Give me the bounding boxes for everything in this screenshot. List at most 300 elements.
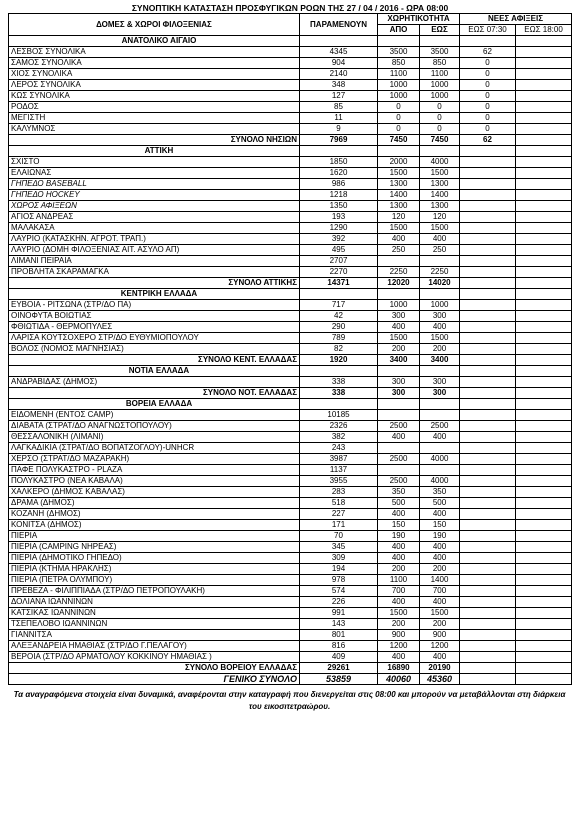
capacity-from-cell: 190 — [378, 531, 420, 542]
capacity-to-cell: 1000 — [420, 300, 460, 311]
arrivals-1800-cell — [516, 410, 572, 421]
capacity-to-cell: 1400 — [420, 190, 460, 201]
capacity-from-cell: 400 — [378, 432, 420, 443]
facility-row — [9, 333, 572, 344]
arrivals-0730-cell — [460, 553, 516, 564]
remaining-cell: 194 — [300, 564, 378, 575]
capacity-from-cell: 1100 — [378, 69, 420, 80]
capacity-to-cell: 400 — [420, 652, 460, 663]
arrivals-1800-cell — [516, 630, 572, 641]
arrivals-1800-cell — [516, 421, 572, 432]
region-empty-cell — [420, 146, 460, 157]
facility-name-cell: ΡΟΔΟΣ — [9, 102, 300, 113]
facility-name-cell: ΑΛΕΞΑΝΔΡΕΙΑ ΗΜΑΘΙΑΣ (ΣΤΡ/ΔΟ Γ.ΠΕΛΑΓΟΥ) — [9, 641, 300, 652]
capacity-to-cell: 700 — [420, 586, 460, 597]
facility-row — [9, 652, 572, 663]
arrivals-0730-cell — [460, 256, 516, 267]
region-empty-cell — [516, 36, 572, 47]
facility-row — [9, 641, 572, 652]
remaining-cell: 392 — [300, 234, 378, 245]
capacity-to-cell: 400 — [420, 322, 460, 333]
arrivals-0730-cell: 0 — [460, 124, 516, 135]
arrivals-0730-cell — [460, 575, 516, 586]
remaining-cell: 193 — [300, 212, 378, 223]
region-empty-cell — [300, 146, 378, 157]
facility-name-cell: ΛΑΥΡΙΟ (ΔΟΜΗ ΦΙΛΟΞΕΝΙΑΣ ΑΙΤ. ΑΣΥΛΟ ΑΠ) — [9, 245, 300, 256]
remaining-cell: 309 — [300, 553, 378, 564]
total-arrivals-1800-cell — [516, 278, 572, 289]
facility-name-cell: ΠΡΕΒΕΖΑ - ΦΙΛΙΠΠΙΑΔΑ (ΣΤΡ/ΔΟ ΠΕΤΡΟΠΟΥΛΑΚΗ) — [9, 586, 300, 597]
grand-total-capacity-to-cell: 45360 — [420, 674, 460, 685]
remaining-cell: 2270 — [300, 267, 378, 278]
remaining-cell: 1620 — [300, 168, 378, 179]
capacity-from-cell: 0 — [378, 113, 420, 124]
capacity-to-cell: 3500 — [420, 47, 460, 58]
capacity-from-cell: 150 — [378, 520, 420, 531]
region-name: ΝΟΤΙΑ ΕΛΛΑΔΑ — [128, 366, 190, 375]
capacity-from-cell: 2500 — [378, 476, 420, 487]
capacity-to-cell: 2500 — [420, 421, 460, 432]
capacity-to-cell: 300 — [420, 311, 460, 322]
facility-row — [9, 190, 572, 201]
region-empty-cell — [460, 399, 516, 410]
remaining-cell: 574 — [300, 586, 378, 597]
capacity-from-cell: 1500 — [378, 333, 420, 344]
arrivals-0730-cell — [460, 300, 516, 311]
region-empty-cell — [420, 289, 460, 300]
capacity-to-cell: 0 — [420, 102, 460, 113]
facility-name-cell: ΠΙΕΡΙΑ — [9, 531, 300, 542]
region-empty-cell — [300, 289, 378, 300]
remaining-cell: 2707 — [300, 256, 378, 267]
region-empty-cell — [460, 146, 516, 157]
grand-total-row — [9, 674, 572, 685]
region-header-row — [9, 146, 572, 157]
facility-row — [9, 256, 572, 267]
region-empty-cell — [420, 36, 460, 47]
capacity-to-cell: 4000 — [420, 454, 460, 465]
remaining-cell: 816 — [300, 641, 378, 652]
remaining-cell: 226 — [300, 597, 378, 608]
arrivals-1800-cell — [516, 608, 572, 619]
capacity-to-cell: 1500 — [420, 333, 460, 344]
arrivals-1800-cell — [516, 333, 572, 344]
facility-row — [9, 454, 572, 465]
facility-row — [9, 157, 572, 168]
arrivals-0730-cell — [460, 454, 516, 465]
capacity-from-cell: 1000 — [378, 80, 420, 91]
facility-name-cell: ΕΥΒΟΙΑ - ΡΙΤΣΩΝΑ (ΣΤΡ/ΔΟ ΠΑ) — [9, 300, 300, 311]
remaining-cell: 495 — [300, 245, 378, 256]
remaining-cell: 717 — [300, 300, 378, 311]
capacity-from-cell: 1100 — [378, 575, 420, 586]
region-total-label: ΣΥΝΟΛΟ ΑΤΤΙΚΗΣ — [9, 278, 300, 289]
facility-row — [9, 619, 572, 630]
region-header-row — [9, 289, 572, 300]
capacity-to-cell: 400 — [420, 509, 460, 520]
capacity-to-cell — [420, 465, 460, 476]
total-arrivals-0730-cell — [460, 388, 516, 399]
facility-name-cell: ΠΟΛΥΚΑΣΤΡΟ (ΝΕΑ ΚΑΒΑΛΑ) — [9, 476, 300, 487]
arrivals-0730-cell — [460, 157, 516, 168]
title-row — [9, 2, 572, 14]
capacity-to-cell: 2250 — [420, 267, 460, 278]
arrivals-0730-cell — [460, 487, 516, 498]
arrivals-1800-cell — [516, 102, 572, 113]
capacity-from-cell — [378, 443, 420, 454]
arrivals-1800-cell — [516, 58, 572, 69]
remaining-cell: 345 — [300, 542, 378, 553]
remaining-cell: 978 — [300, 575, 378, 586]
facility-row — [9, 597, 572, 608]
capacity-from-cell: 300 — [378, 377, 420, 388]
facility-row — [9, 344, 572, 355]
arrivals-0730-cell — [460, 377, 516, 388]
structures-header: ΔΟΜΕΣ & ΧΩΡΟΙ ΦΙΛΟΞΕΝΙΑΣ — [9, 14, 300, 36]
arrivals-1800-cell — [516, 201, 572, 212]
remaining-cell: 1218 — [300, 190, 378, 201]
arrivals-0730-cell — [460, 531, 516, 542]
remaining-cell: 409 — [300, 652, 378, 663]
arrivals-0730-cell — [460, 641, 516, 652]
facility-name-cell: ΠΙΕΡΙΑ (ΠΕΤΡΑ ΟΛΥΜΠΟΥ) — [9, 575, 300, 586]
capacity-to-cell: 0 — [420, 124, 460, 135]
region-empty-cell — [300, 399, 378, 410]
total-arrivals-0730-cell — [460, 355, 516, 366]
arrivals-1800-cell — [516, 179, 572, 190]
capacity-from-cell: 250 — [378, 245, 420, 256]
arrivals-1800-cell — [516, 575, 572, 586]
facility-name-cell: ΠΡΟΒΛΗΤΑ ΣΚΑΡΑΜΑΓΚΑ — [9, 267, 300, 278]
facility-row — [9, 201, 572, 212]
facility-row — [9, 80, 572, 91]
capacity-from-cell: 1000 — [378, 300, 420, 311]
region-name: ΒΟΡΕΙΑ ΕΛΛΑΔΑ — [125, 399, 193, 408]
arrivals-1800-cell — [516, 322, 572, 333]
facility-row — [9, 465, 572, 476]
capacity-from-cell — [378, 465, 420, 476]
capacity-from-cell: 2500 — [378, 421, 420, 432]
capacity-to-cell: 1500 — [420, 608, 460, 619]
remaining-cell: 171 — [300, 520, 378, 531]
arrivals-0730-cell — [460, 542, 516, 553]
arrivals-1800-cell — [516, 564, 572, 575]
capacity-from-cell: 400 — [378, 652, 420, 663]
arrivals-0730-cell: 0 — [460, 91, 516, 102]
capacity-to-cell: 900 — [420, 630, 460, 641]
arrivals-1800-cell — [516, 157, 572, 168]
capacity-to-cell: 1300 — [420, 179, 460, 190]
facility-name-cell: ΔΟΛΙΑΝΑ ΙΩΑΝΝΙΝΩΝ — [9, 597, 300, 608]
facility-row — [9, 553, 572, 564]
capacity-to-cell: 1500 — [420, 168, 460, 179]
capacity-from-cell: 400 — [378, 509, 420, 520]
region-header-row — [9, 399, 572, 410]
capacity-from-cell: 1300 — [378, 201, 420, 212]
facility-name-cell: ΓΗΠΕΔΟ HOCKEY — [9, 190, 300, 201]
facility-name-cell: ΒΟΛΟΣ (ΝΟΜΟΣ ΜΑΓΝΗΣΙΑΣ) — [9, 344, 300, 355]
arrivals-1800-cell — [516, 113, 572, 124]
facility-row — [9, 245, 572, 256]
remaining-header: ΠΑΡΑΜΕΝΟΥΝ — [300, 14, 378, 36]
remaining-cell: 283 — [300, 487, 378, 498]
arrivals-1800-cell — [516, 256, 572, 267]
facility-name-cell: ΜΕΓΙΣΤΗ — [9, 113, 300, 124]
remaining-cell: 348 — [300, 80, 378, 91]
capacity-from-cell: 1400 — [378, 190, 420, 201]
remaining-cell: 143 — [300, 619, 378, 630]
arrivals-1800-cell — [516, 619, 572, 630]
facility-name-cell: ΧΕΡΣΟ (ΣΤΡΑΤ/ΔΟ ΜΑΖΑΡΑΚΗ) — [9, 454, 300, 465]
facility-row — [9, 322, 572, 333]
remaining-cell: 382 — [300, 432, 378, 443]
arrivals-0730-cell — [460, 223, 516, 234]
capacity-to-cell: 150 — [420, 520, 460, 531]
capacity-to-cell: 1000 — [420, 80, 460, 91]
arrivals-1800-cell — [516, 377, 572, 388]
total-capacity-to-cell: 20190 — [420, 663, 460, 674]
arrivals-0730-cell: 0 — [460, 69, 516, 80]
arrivals-1800-cell — [516, 47, 572, 58]
capacity-to-cell: 4000 — [420, 157, 460, 168]
arrivals-1800-cell — [516, 487, 572, 498]
capacity-from-cell: 3500 — [378, 47, 420, 58]
arrivals-1800-cell — [516, 124, 572, 135]
facility-name-cell: ΛΑΓΚΑΔΙΚΙΑ (ΣΤΡΑΤ/ΔΟ ΒΟΠΑΤΖΟΓΛΟΥ)-UNHCR — [9, 443, 300, 454]
capacity-to-cell: 1400 — [420, 575, 460, 586]
region-total-label: ΣΥΝΟΛΟ ΒΟΡΕΙΟΥ ΕΛΛΑΔΑΣ — [9, 663, 300, 674]
arrivals-1800-cell — [516, 476, 572, 487]
remaining-cell: 1137 — [300, 465, 378, 476]
capacity-from-cell — [378, 410, 420, 421]
total-capacity-from-cell: 16890 — [378, 663, 420, 674]
region-name: ΚΕΝΤΡΙΚΗ ΕΛΛΑΔΑ — [120, 289, 198, 298]
capacity-from-cell: 700 — [378, 586, 420, 597]
arrivals-0730-cell — [460, 179, 516, 190]
arrivals-1800-cell — [516, 443, 572, 454]
facility-name-cell: ΠΙΕΡΙΑ (ΔΗΜΟΤΙΚΟ ΓΗΠΕΔΟ) — [9, 553, 300, 564]
facility-row — [9, 377, 572, 388]
region-total-row — [9, 663, 572, 674]
arrivals-0730-cell — [460, 311, 516, 322]
arrivals-1800-cell — [516, 542, 572, 553]
total-capacity-from-cell: 7450 — [378, 135, 420, 146]
arrivals-0730-cell — [460, 509, 516, 520]
facility-name-cell: ΧΑΛΚΕΡΟ (ΔΗΜΟΣ ΚΑΒΑΛΑΣ) — [9, 487, 300, 498]
arrivals-0730-cell — [460, 630, 516, 641]
remaining-cell: 2140 — [300, 69, 378, 80]
facility-row — [9, 630, 572, 641]
facility-row — [9, 113, 572, 124]
capacity-from-cell: 400 — [378, 542, 420, 553]
facility-row — [9, 267, 572, 278]
total-arrivals-0730-cell — [460, 663, 516, 674]
arrivals-1800-cell — [516, 432, 572, 443]
remaining-cell: 3987 — [300, 454, 378, 465]
capacity-from-cell: 120 — [378, 212, 420, 223]
remaining-cell: 243 — [300, 443, 378, 454]
facility-row — [9, 410, 572, 421]
arrivals-1800-cell — [516, 641, 572, 652]
grand-total-label: ΓΕΝΙΚΟ ΣΥΝΟΛΟ — [9, 674, 300, 685]
refugee-flows-table — [8, 2, 572, 685]
arrivals-1800-cell — [516, 586, 572, 597]
region-name-cell — [9, 366, 300, 377]
facility-name-cell: ΣΧΙΣΤΟ — [9, 157, 300, 168]
capacity-to-cell: 200 — [420, 344, 460, 355]
arrivals-0730-cell — [460, 168, 516, 179]
arrivals-0730-cell — [460, 322, 516, 333]
facility-name-cell: ΤΣΕΠΕΛΟΒΟ ΙΩΑΝΝΙΝΩΝ — [9, 619, 300, 630]
arrivals-1800-cell — [516, 311, 572, 322]
remaining-cell: 70 — [300, 531, 378, 542]
facility-name-cell: ΚΩΣ ΣΥΝΟΛΙΚΑ — [9, 91, 300, 102]
arrivals-1800-cell — [516, 597, 572, 608]
facility-row — [9, 91, 572, 102]
arrivals-1800-cell — [516, 80, 572, 91]
capacity-from-cell: 400 — [378, 553, 420, 564]
arrivals-1800-cell — [516, 531, 572, 542]
arrivals-0730-cell — [460, 421, 516, 432]
arrivals-0730-header: ΕΩΣ 07:30 — [460, 25, 516, 36]
arrivals-1800-header: ΕΩΣ 18:00 — [516, 25, 572, 36]
facility-row — [9, 476, 572, 487]
region-total-label: ΣΥΝΟΛΟ ΚΕΝΤ. ΕΛΛΑΔΑΣ — [9, 355, 300, 366]
facility-row — [9, 168, 572, 179]
facility-row — [9, 564, 572, 575]
capacity-from-cell: 400 — [378, 597, 420, 608]
capacity-from-cell: 200 — [378, 564, 420, 575]
remaining-cell: 991 — [300, 608, 378, 619]
facility-name-cell: ΓΗΠΕΔΟ BASEBALL — [9, 179, 300, 190]
arrivals-1800-cell — [516, 553, 572, 564]
facility-name-cell: ΚΟΝΙΤΣΑ (ΔΗΜΟΣ) — [9, 520, 300, 531]
capacity-from-cell: 400 — [378, 234, 420, 245]
region-header-row — [9, 36, 572, 47]
total-arrivals-0730-cell — [460, 278, 516, 289]
capacity-from-cell: 200 — [378, 619, 420, 630]
facility-name-cell: ΛΑΡΙΣΑ ΚΟΥΤΣΟΧΕΡΟ ΣΤΡ/ΔΟ ΕΥΘΥΜΙΟΠΟΥΛΟΥ — [9, 333, 300, 344]
total-remaining-cell: 338 — [300, 388, 378, 399]
facility-row — [9, 531, 572, 542]
arrivals-0730-cell — [460, 432, 516, 443]
region-empty-cell — [378, 146, 420, 157]
arrivals-1800-cell — [516, 223, 572, 234]
total-capacity-from-cell: 3400 — [378, 355, 420, 366]
capacity-from-cell: 1200 — [378, 641, 420, 652]
facility-row — [9, 542, 572, 553]
arrivals-0730-cell — [460, 201, 516, 212]
facility-name-cell: ΒΕΡΟΙΑ (ΣΤΡ/ΔΟ ΑΡΜΑΤΟΛΟΥ ΚΟΚΚΙΝΟΥ ΗΜΑΘΙΑΣ ) — [9, 652, 300, 663]
capacity-to-cell: 0 — [420, 113, 460, 124]
facility-row — [9, 234, 572, 245]
capacity-from-header: ΑΠΟ — [378, 25, 420, 36]
facility-row — [9, 300, 572, 311]
region-total-row — [9, 355, 572, 366]
facility-row — [9, 421, 572, 432]
region-name-cell — [9, 289, 300, 300]
total-capacity-to-cell: 7450 — [420, 135, 460, 146]
report-title: ΣΥΝΟΠΤΙΚΗ ΚΑΤΑΣΤΑΣΗ ΠΡΟΣΦΥΓΙΚΩΝ ΡΟΩΝ ΤΗΣ 27 / 04 / 2016 - ΩΡΑ 08:00 — [131, 2, 449, 13]
arrivals-0730-cell — [460, 476, 516, 487]
arrivals-1800-cell — [516, 190, 572, 201]
remaining-cell: 42 — [300, 311, 378, 322]
facility-name-cell: ΚΑΛΥΜΝΟΣ — [9, 124, 300, 135]
region-name-cell — [9, 36, 300, 47]
total-remaining-cell: 7969 — [300, 135, 378, 146]
facility-name-cell: ΛΑΥΡΙΟ (ΚΑΤΑΣΚΗΝ. ΑΓΡΟΤ. ΤΡΑΠ.) — [9, 234, 300, 245]
arrivals-1800-cell — [516, 212, 572, 223]
grand-total-capacity-from-cell: 40060 — [378, 674, 420, 685]
remaining-cell: 10185 — [300, 410, 378, 421]
capacity-to-cell: 1500 — [420, 223, 460, 234]
capacity-to-cell: 1200 — [420, 641, 460, 652]
facility-name-cell: ΜΑΛΑΚΑΣΑ — [9, 223, 300, 234]
region-empty-cell — [516, 399, 572, 410]
grand-total-arrivals-0730-cell — [460, 674, 516, 685]
facility-row — [9, 498, 572, 509]
facility-row — [9, 575, 572, 586]
remaining-cell: 338 — [300, 377, 378, 388]
facility-row — [9, 223, 572, 234]
facility-name-cell: ΧΙΟΣ ΣΥΝΟΛΙΚΑ — [9, 69, 300, 80]
total-remaining-cell: 14371 — [300, 278, 378, 289]
capacity-from-cell: 350 — [378, 487, 420, 498]
region-empty-cell — [378, 289, 420, 300]
facility-row — [9, 311, 572, 322]
remaining-cell: 3955 — [300, 476, 378, 487]
capacity-to-cell — [420, 256, 460, 267]
arrivals-1800-cell — [516, 234, 572, 245]
facility-row — [9, 47, 572, 58]
capacity-to-cell: 250 — [420, 245, 460, 256]
facility-row — [9, 443, 572, 454]
remaining-cell: 4345 — [300, 47, 378, 58]
capacity-to-cell: 200 — [420, 564, 460, 575]
capacity-from-cell: 0 — [378, 124, 420, 135]
capacity-from-cell: 200 — [378, 344, 420, 355]
arrivals-1800-cell — [516, 498, 572, 509]
facility-name-cell: ΣΑΜΟΣ ΣΥΝΟΛΙΚΑ — [9, 58, 300, 69]
arrivals-0730-cell — [460, 333, 516, 344]
facility-row — [9, 179, 572, 190]
arrivals-0730-cell — [460, 520, 516, 531]
capacity-to-cell: 190 — [420, 531, 460, 542]
region-empty-cell — [460, 366, 516, 377]
grand-total-remaining-cell: 53859 — [300, 674, 378, 685]
footnote: Τα αναγραφόμενα στοιχεία είναι δυναμικά, αναφέρονται στην καταγραφή που διενεργείται στις 08:00 και μπορούν να μεταβάλλονται στη διάρκεια του εικοσιτετραώρου. — [13, 690, 566, 711]
capacity-to-cell: 500 — [420, 498, 460, 509]
facility-name-cell: ΟΙΝΟΦΥΤΑ ΒΟΙΩΤΙΑΣ — [9, 311, 300, 322]
capacity-from-cell: 1500 — [378, 223, 420, 234]
grand-total-arrivals-1800-cell — [516, 674, 572, 685]
arrivals-0730-cell: 0 — [460, 113, 516, 124]
arrivals-0730-cell — [460, 410, 516, 421]
facility-name-cell: ΠΑΦΕ ΠΟΛΥΚΑΣΤΡΟ - PLAZA — [9, 465, 300, 476]
arrivals-0730-cell — [460, 212, 516, 223]
remaining-cell: 1850 — [300, 157, 378, 168]
facility-name-cell: ΔΙΑΒΑΤΑ (ΣΤΡΑΤ/ΔΟ ΑΝΑΓΝΩΣΤΟΠΟΥΛΟΥ) — [9, 421, 300, 432]
arrivals-0730-cell — [460, 465, 516, 476]
arrivals-1800-cell — [516, 520, 572, 531]
region-name: ΑΝΑΤΟΛΙΚΟ ΑΙΓΑΙΟ — [121, 36, 197, 45]
arrivals-0730-cell — [460, 564, 516, 575]
arrivals-0730-cell — [460, 597, 516, 608]
capacity-to-cell: 1300 — [420, 201, 460, 212]
capacity-from-cell: 0 — [378, 102, 420, 113]
capacity-from-cell: 1500 — [378, 168, 420, 179]
header-row-1 — [9, 14, 572, 25]
